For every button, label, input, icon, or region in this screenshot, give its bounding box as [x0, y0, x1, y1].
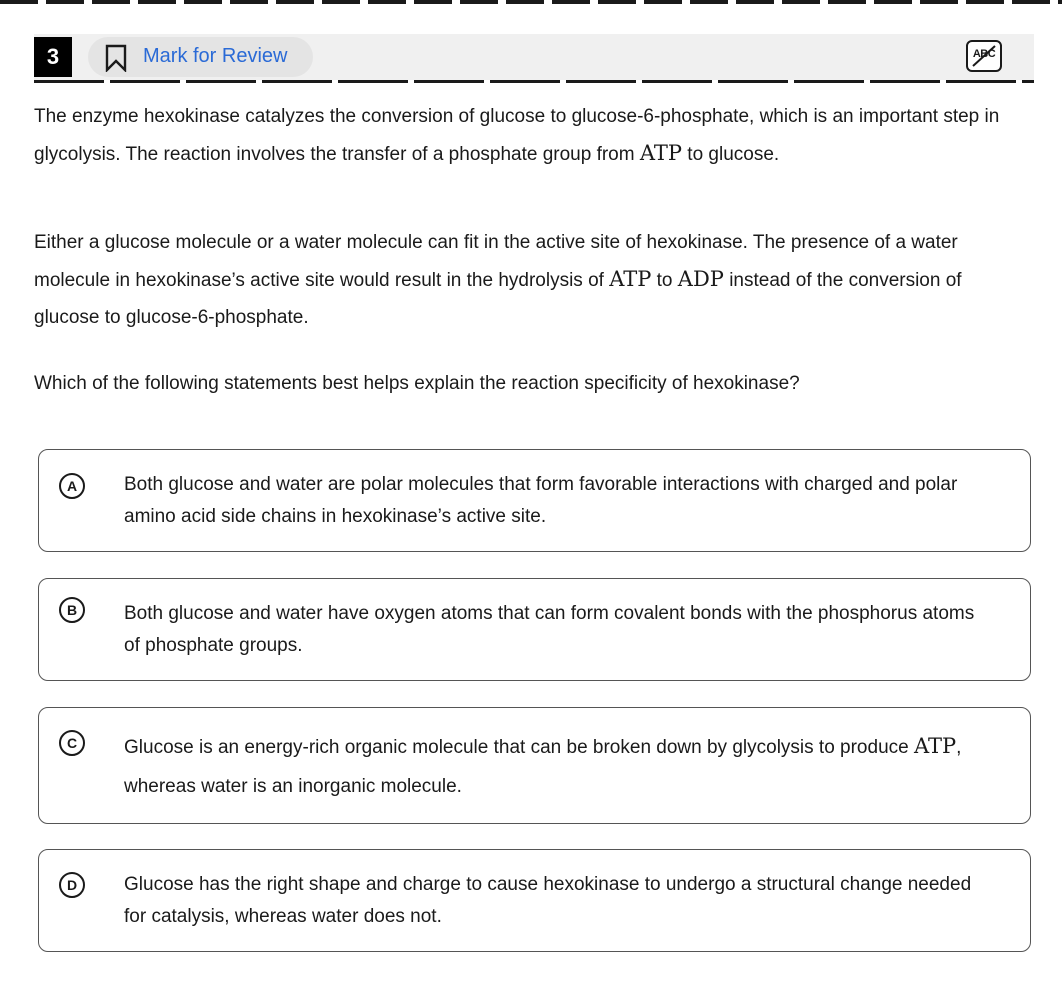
question-number: 3: [34, 37, 72, 77]
answer-option-b[interactable]: [38, 578, 1031, 681]
passage-paragraph-2: Either a glucose molecule or a water molecule can fit in the active site of hexokinase. The presence of a water molecule in hexokinase’s active site would result in the hydrolysis of ATP to ADP instead of the conversion of glucose to glucose-6-phosphate.: [34, 232, 962, 328]
answer-eliminator-button[interactable]: [966, 40, 1002, 72]
answer-option-c[interactable]: [38, 707, 1031, 824]
passage-paragraph-1: The enzyme hexokinase catalyzes the conversion of glucose to glucose-6-phosphate, which is an important step in glycolysis. The reaction involves the transfer of a phosphate group from ATP to glucose.: [34, 106, 1000, 165]
option-letter-c: C: [59, 730, 85, 756]
mark-for-review-label[interactable]: Mark for Review: [143, 45, 288, 67]
abc-label: ABC: [972, 48, 996, 60]
answer-option-d[interactable]: [38, 849, 1031, 952]
option-text-b: Both glucose and water have oxygen atoms that can form covalent bonds with the phosphorus atoms of phosphate groups.: [124, 603, 975, 656]
bookmark-icon[interactable]: [104, 44, 128, 72]
top-divider: [0, 0, 1062, 4]
option-text-d: Glucose has the right shape and charge to cause hexokinase to undergo a structural change needed for catalysis, whereas water does not.: [124, 874, 972, 927]
question-stem: Which of the following statements best helps explain the reaction specificity of hexokinase?: [34, 373, 800, 394]
option-text-a: Both glucose and water are polar molecules that form favorable interactions with charged and polar amino acid side chains in hexokinase’s active site.: [124, 474, 958, 527]
option-text-c: Glucose is an energy-rich organic molecule that can be broken down by glycolysis to produce ATP, whereas water is an inorganic molecule.: [124, 734, 962, 797]
option-letter-a: A: [59, 473, 85, 499]
answer-option-a[interactable]: [38, 449, 1031, 552]
option-letter-b: B: [59, 597, 85, 623]
strikethrough-icon: [968, 42, 1000, 70]
header-divider: [34, 80, 1034, 83]
option-letter-d: D: [59, 872, 85, 898]
